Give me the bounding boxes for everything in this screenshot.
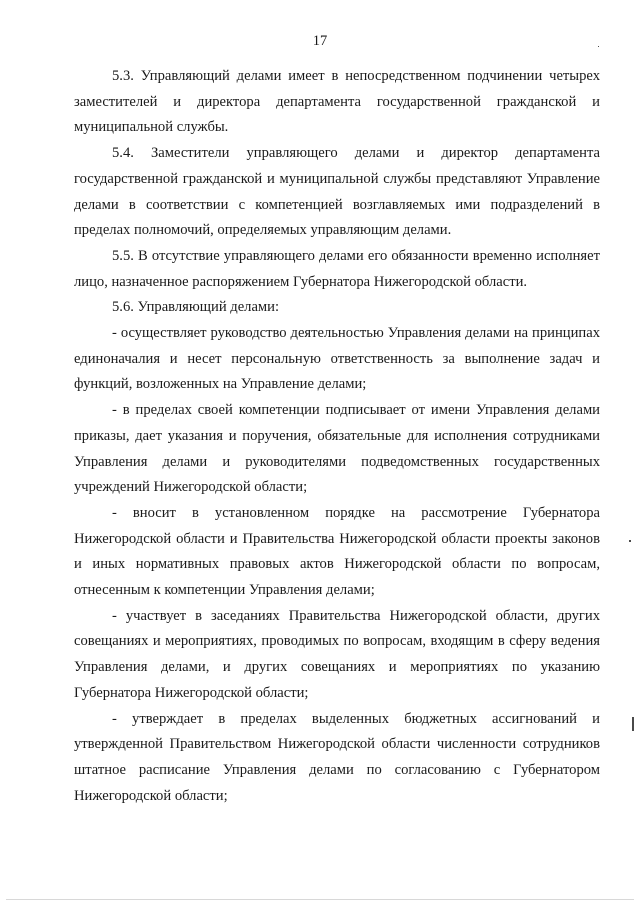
list-item-orders: - в пределах своей компетенции подписывает от имени Управления делами приказы, дает указания и поручения, обязательные для исполнения сотрудниками Управления делами и руководителями подведомственных государственных учреждений Нижегородской области; <box>74 402 600 496</box>
list-item-staffing: - утверждает в пределах выделенных бюджетных ассигнований и утвержденной Правительством Нижегородской области численности сотрудников штатное расписание Управления делами по согласованию с Губернатором Нижегородской области; <box>74 710 600 804</box>
paragraph-5-5: 5.5. В отсутствие управляющего делами его обязанности временно исполняет лицо, назначенное распоряжением Губернатора Нижегородской области. <box>74 247 600 290</box>
scan-speck <box>629 540 631 542</box>
list-item-draft-laws: - вносит в установленном порядке на рассмотрение Губернатора Нижегородской области и Правительства Нижегородской области проекты законов и иных нормативных правовых актов Нижегородской области по вопросам, отнесенным к компетенции Управления делами; <box>74 504 600 599</box>
list-item-leadership: - осуществляет руководство деятельностью Управления делами на принципах единоначалия и несет персональную ответственность за выполнение задач и функций, возложенных на Управление делами; <box>74 325 600 393</box>
scan-speck <box>632 717 634 731</box>
paragraph-5-4: 5.4. Заместители управляющего делами и директор департамента государственной гражданской и муниципальной службы представляют Управление делами в соответствии с компетенцией возглавляемых ими подразделений в пределах полномочий, определяемых управляющим делами. <box>74 145 600 239</box>
paragraph-5-6: 5.6. Управляющий делами: <box>112 299 280 316</box>
document-body <box>74 64 600 809</box>
scan-edge-line <box>6 899 634 900</box>
scan-speck <box>598 46 599 47</box>
list-item-meetings: - участвует в заседаниях Правительства Нижегородской области, других совещаниях и мероприятиях, проводимых по вопросам, входящим в сферу ведения Управления делами, и других совещаниях и мероприятиях по указанию Губернатора Нижегородской области; <box>74 607 600 701</box>
paragraph-5-3: 5.3. Управляющий делами имеет в непосредственном подчинении четырех заместителей и директора департамента государственной гражданской и муниципальной службы. <box>74 68 600 136</box>
page-number: 17 <box>312 33 328 49</box>
